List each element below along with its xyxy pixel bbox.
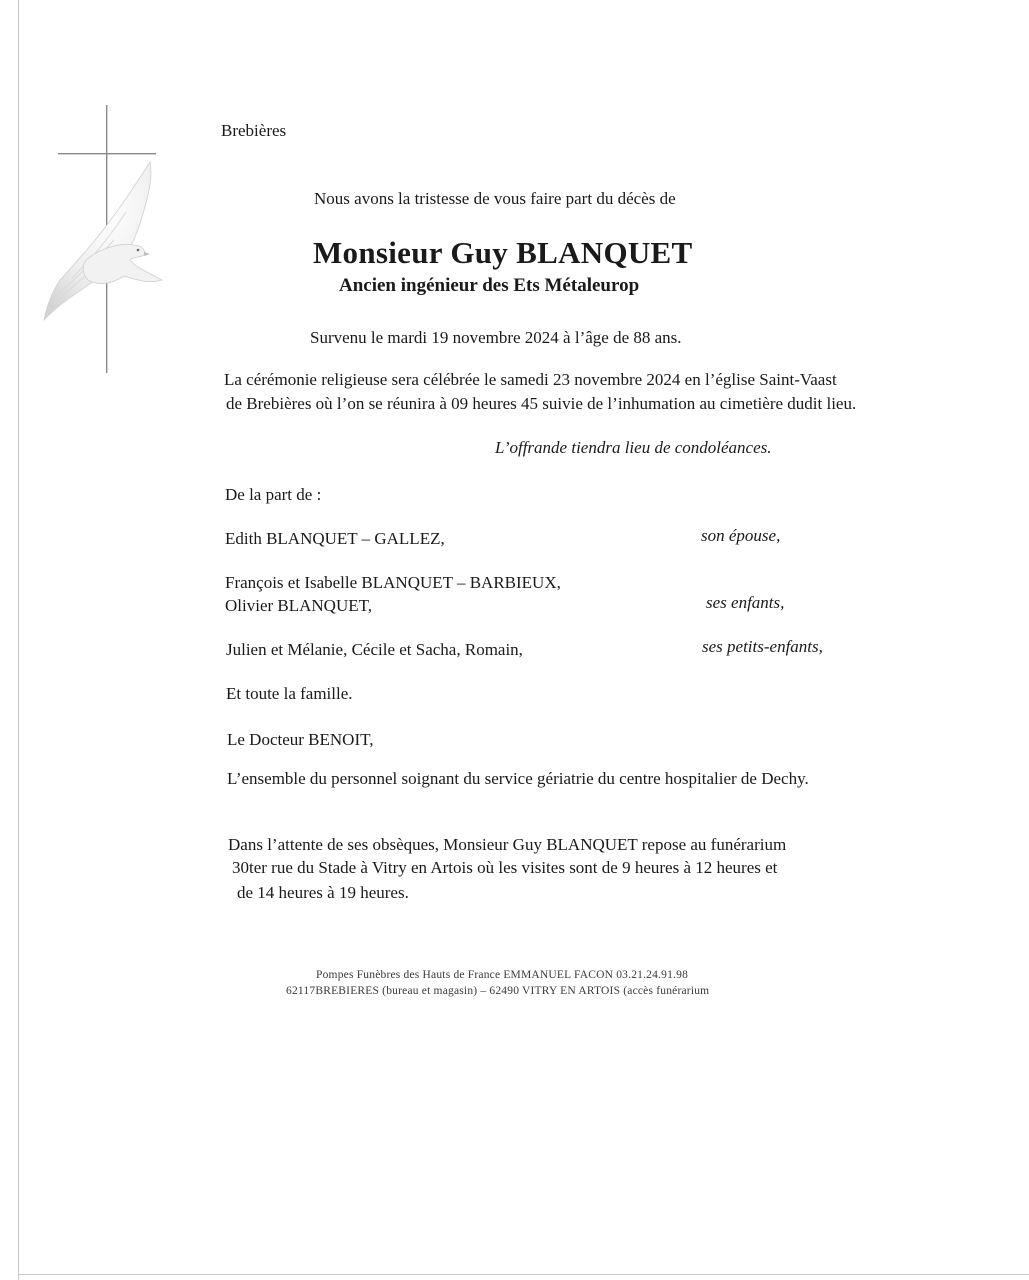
spouse-name: Edith BLANQUET – GALLEZ, bbox=[225, 529, 445, 548]
doctor-name: Le Docteur BENOIT, bbox=[227, 730, 374, 749]
care-staff: L’ensemble du personnel soignant du service gériatrie du centre hospitalier de Dechy. bbox=[227, 769, 809, 788]
deceased-name: Monsieur Guy BLANQUET bbox=[313, 235, 693, 270]
offering-note: L’offrande tiendra lieu de condoléances. bbox=[495, 438, 772, 457]
children-relation: ses enfants, bbox=[706, 593, 785, 612]
whole-family: Et toute la famille. bbox=[226, 684, 353, 703]
death-date: Survenu le mardi 19 novembre 2024 à l’âge de 88 ans. bbox=[310, 328, 682, 347]
ceremony-line-2: de Brebières où l’on se réunira à 09 heures 45 suivie de l’inhumation au cimetière dudit lieu. bbox=[226, 394, 857, 413]
footer-line-1: Pompes Funèbres des Hauts de France EMMANUEL FACON 03.21.24.91.98 bbox=[316, 969, 689, 981]
children-line-2: Olivier BLANQUET, bbox=[225, 596, 372, 615]
intro-text: Nous avons la tristesse de vous faire part du décès de bbox=[314, 189, 676, 208]
deceased-title: Ancien ingénieur des Ets Métaleurop bbox=[339, 275, 640, 296]
visitation-line-1: Dans l’attente de ses obsèques, Monsieur Guy BLANQUET repose au funérarium bbox=[228, 835, 787, 854]
visitation-line-3: de 14 heures à 19 heures. bbox=[237, 883, 409, 902]
place-heading: Brebières bbox=[221, 121, 287, 140]
grandchildren-relation: ses petits-enfants, bbox=[702, 637, 823, 656]
cross-and-dove-icon bbox=[38, 100, 163, 380]
visitation-line-2: 30ter rue du Stade à Vitry en Artois où les visites sont de 9 heures à 12 heures et bbox=[232, 858, 778, 877]
spouse-relation: son épouse, bbox=[701, 526, 781, 545]
footer-line-2: 62117BREBIERES (bureau et magasin) – 62490 VITRY EN ARTOIS (accès funérarium bbox=[286, 985, 710, 997]
family-intro: De la part de : bbox=[225, 485, 322, 504]
children-line-1: François et Isabelle BLANQUET – BARBIEUX, bbox=[225, 573, 561, 592]
ceremony-line-1: La cérémonie religieuse sera célébrée le samedi 23 novembre 2024 en l’église Saint-Vaast bbox=[224, 370, 837, 389]
page-bottom-line bbox=[18, 1274, 1029, 1275]
page-edge-line bbox=[18, 0, 19, 1280]
grandchildren-names: Julien et Mélanie, Cécile et Sacha, Romain, bbox=[226, 640, 523, 659]
